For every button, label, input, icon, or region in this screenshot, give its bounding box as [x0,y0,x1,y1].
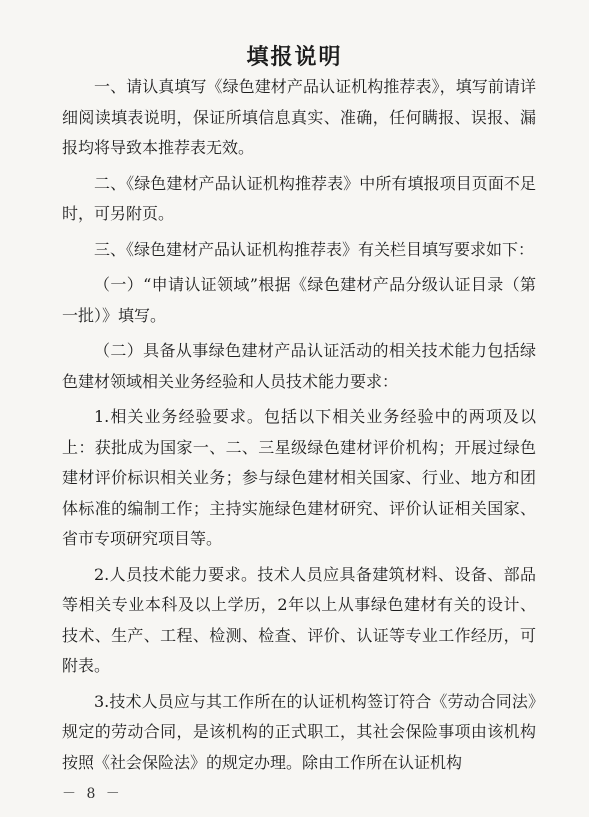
paragraph-1: 一、请认真填写《绿色建材产品认证机构推荐表》，填写前请详细阅读填表说明，保证所填信息真实、准确，任何瞒报、误报、漏报均将导致本推荐表无效。 [62,77,536,157]
paragraph-6: 1.相关业务经验要求。包括以下相关业务经验中的两项及以上：获批成为国家一、二、三星级绿色建材评价机构；开展过绿色建材评价标识相关业务；参与绿色建材相关国家、行业、地方和团体标准的编制工作；主持实施绿色建材研究、评价认证相关国家、省市专项研究项目等。 [62,407,536,548]
document-body [62,72,536,778]
paragraph-4: （一）“申请认证领域”根据《绿色建材产品分级认证目录（第一批）》填写。 [62,275,536,325]
paragraph-7: 2.人员技术能力要求。技术人员应具备建筑材料、设备、部品等相关专业本科及以上学历，2年以上从事绿色建材有关的设计、技术、生产、工程、检测、检查、评价、认证等专业工作经历，可附表。 [62,564,536,675]
paragraph-5: （二）具备从事绿色建材产品认证活动的相关技术能力包括绿色建材领域相关业务经验和人员技术能力要求： [62,341,536,391]
paragraph-8: 3.技术人员应与其工作所在的认证机构签订符合《劳动合同法》规定的劳动合同，是该机构的正式职工，其社会保险事项由该机构按照《社会保险法》的规定办理。除由工作所在认证机构 [62,691,536,772]
document-title: 填报说明 [246,45,343,70]
page-number: － 8 － [62,786,123,802]
paragraph-2: 二、《绿色建材产品认证机构推荐表》中所有填报项目页面不足时，可另附页。 [62,173,536,223]
paragraph-3: 三、《绿色建材产品认证机构推荐表》有关栏目填写要求如下： [94,239,535,259]
